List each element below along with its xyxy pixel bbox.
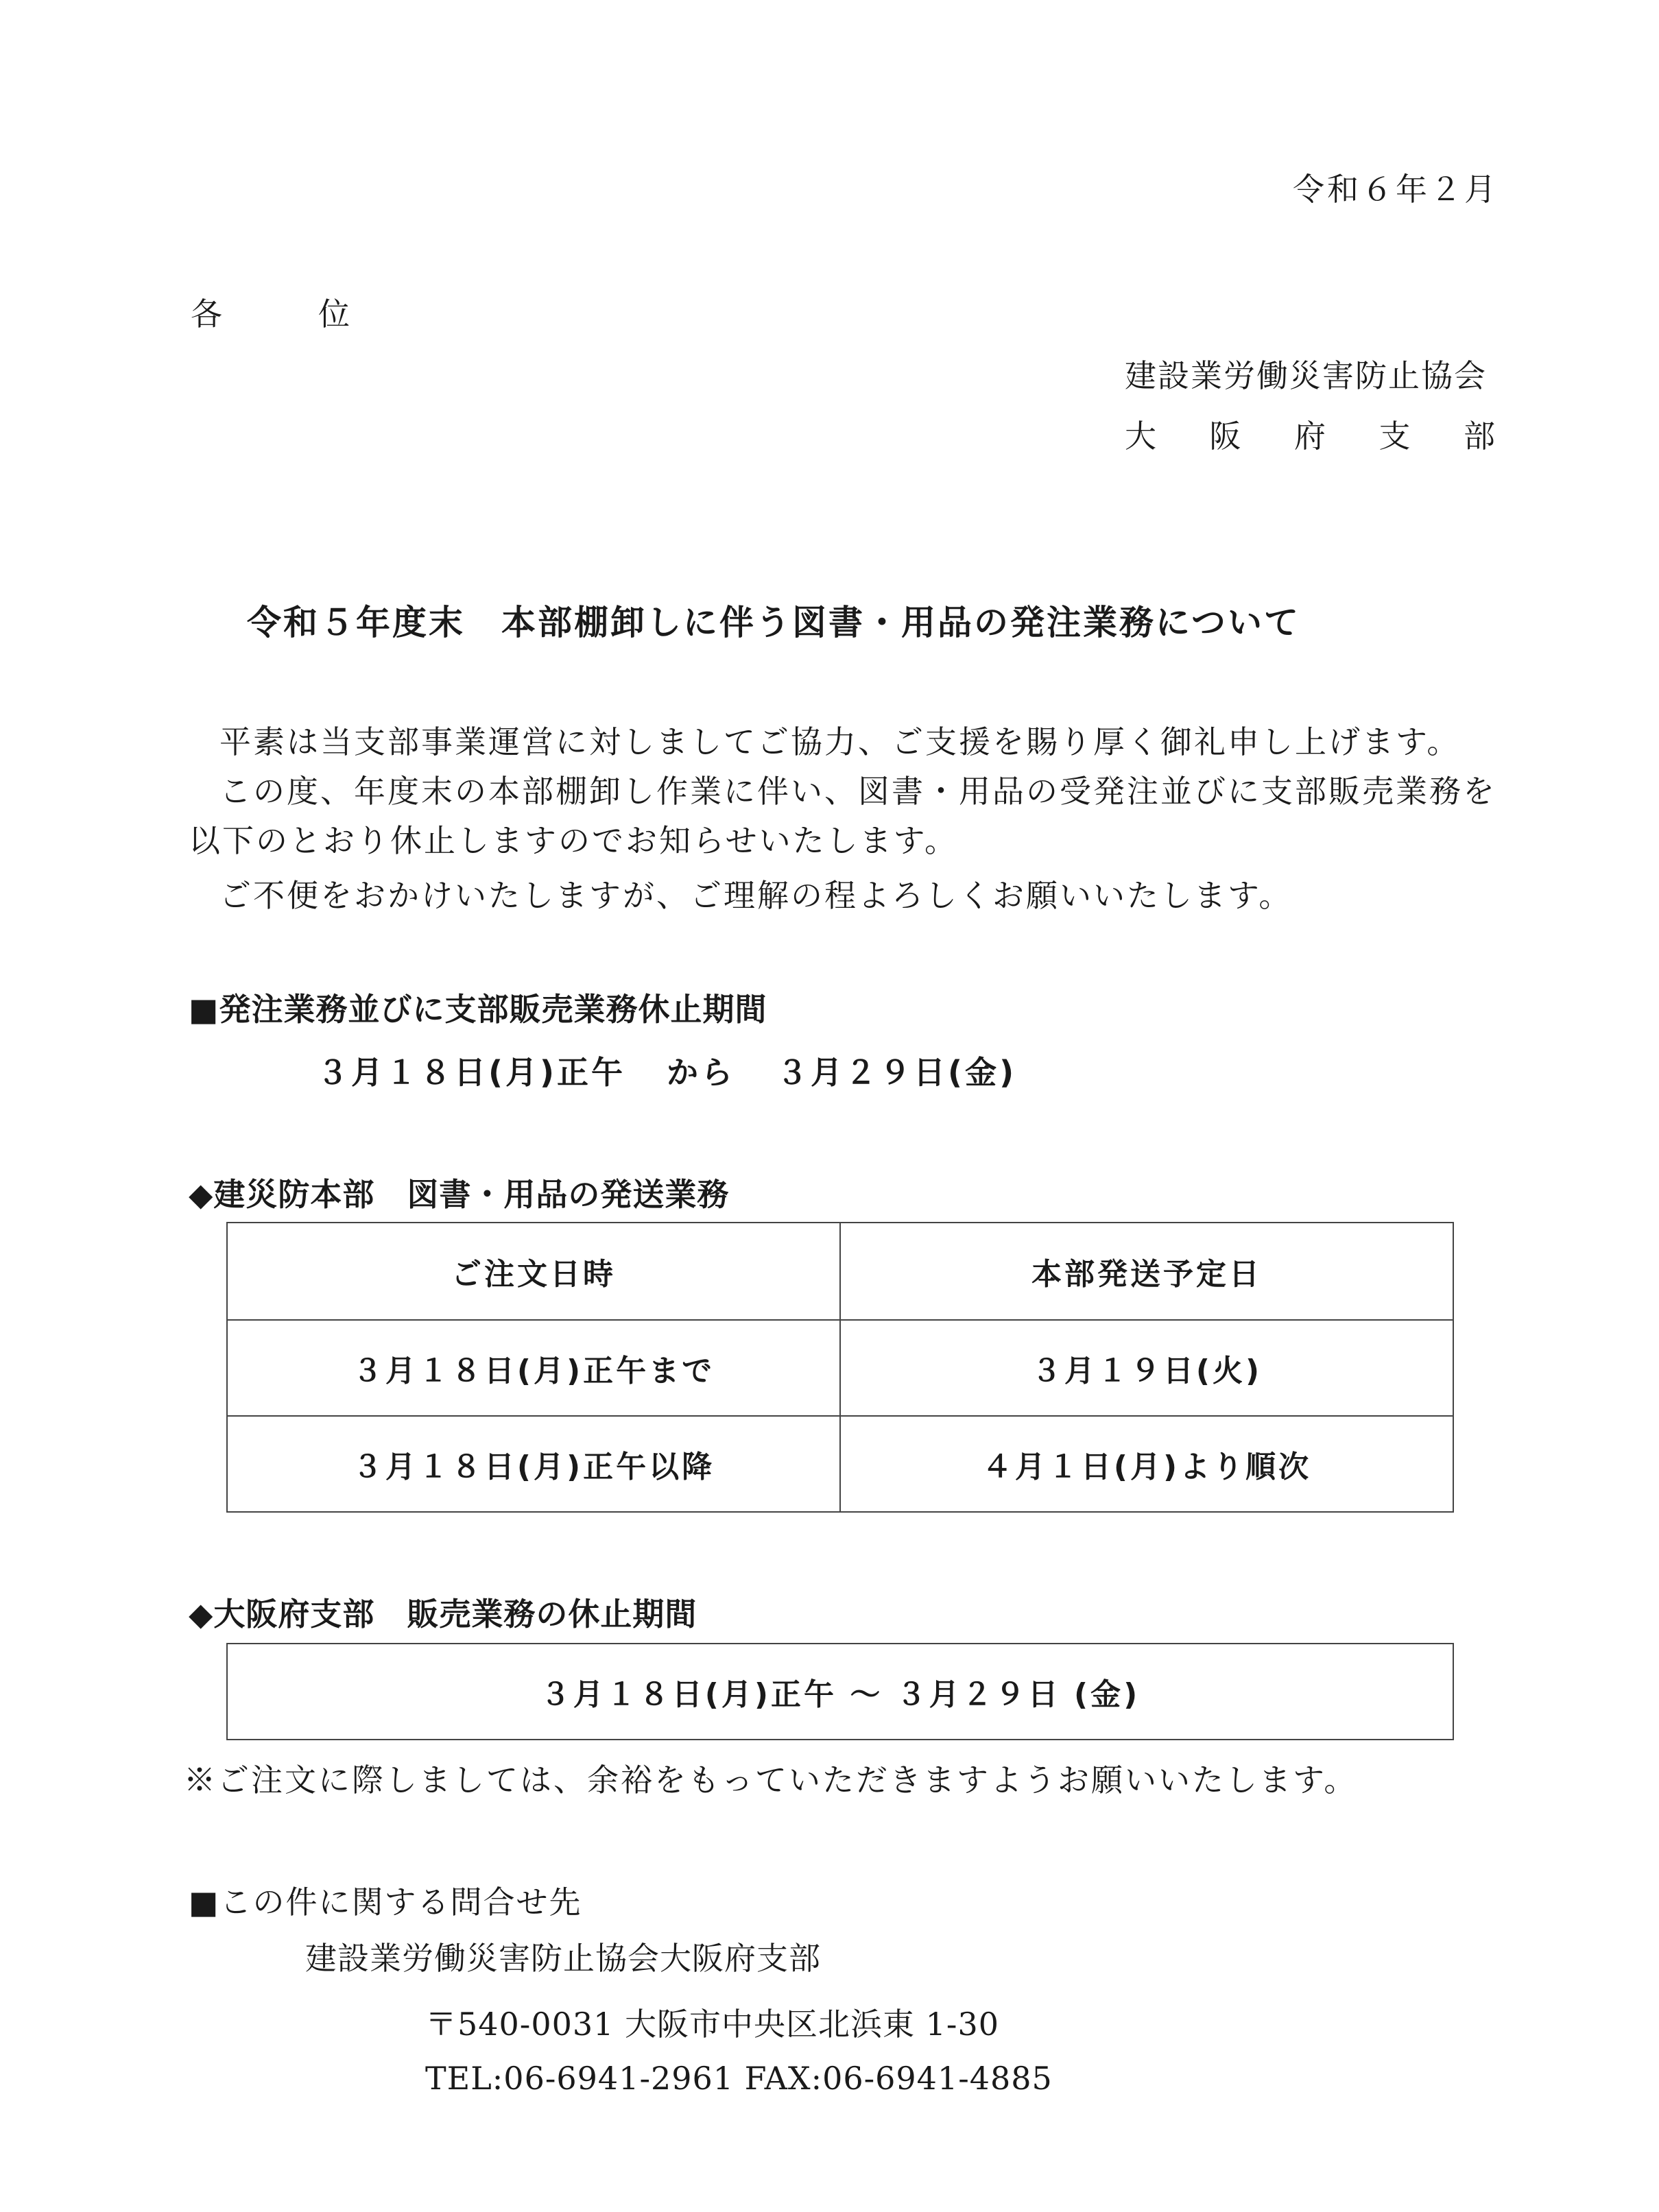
branch-char: 府 <box>1294 418 1326 455</box>
contact-phone: TEL:06-6941-2961 FAX:06-6941-4885 <box>425 2060 1053 2097</box>
table-row <box>227 1416 1453 1512</box>
sender-organization: 建設業労働災害防止協会 <box>1125 357 1487 394</box>
table-cell: ３月１８日(月)正午まで <box>227 1320 840 1416</box>
order-note: ※ご注文に際しましては、余裕をもっていただきますようお願いいたします。 <box>184 1762 1358 1799</box>
shipping-table <box>226 1222 1454 1513</box>
suspension-connector: から <box>667 1054 736 1091</box>
suspension-end: ３月２９日(金) <box>776 1054 1017 1091</box>
issue-date: 令和６年２月 <box>1293 171 1499 208</box>
branch-char: 支 <box>1378 418 1411 455</box>
branch-char: 大 <box>1125 418 1156 455</box>
contact-organization: 建設業労働災害防止協会大阪府支部 <box>305 1940 821 1977</box>
branch-char: 阪 <box>1209 418 1241 455</box>
table-row <box>227 1320 1453 1416</box>
body-paragraph-2: この度、年度末の本部棚卸し作業に伴い、図書・用品の受発注並びに支部販売業務を <box>219 773 1496 810</box>
recipient-left: 各 <box>191 296 225 333</box>
recipient-right: 位 <box>318 296 353 333</box>
body-paragraph-4: ご不便をおかけいたしますが、ご理解の程よろしくお願いいたします。 <box>219 877 1293 914</box>
suspension-heading: ■発注業務並びに支部販売業務休止期間 <box>189 991 767 1028</box>
branch-sales-heading: ◆大阪府支部 販売業務の休止期間 <box>189 1596 697 1633</box>
document-title: 令和５年度末 本部棚卸しに伴う図書・用品の発注業務について <box>247 603 1300 642</box>
sender-branch <box>1125 411 1495 457</box>
recipient <box>191 289 353 335</box>
column-header-order-date: ご注文日時 <box>227 1223 840 1320</box>
table-cell: ３月１８日(月)正午以降 <box>227 1416 840 1512</box>
branch-sales-period: ３月１８日(月)正午 ～ ３月２９日 (金) <box>540 1677 1141 1712</box>
body-paragraph-3: 以下のとおり休止しますのでお知らせいたします。 <box>189 822 958 859</box>
contact-address: 〒540-0031 大阪市中央区北浜東 1-30 <box>425 2006 999 2043</box>
branch-sales-period-box <box>226 1643 1454 1740</box>
column-header-ship-date: 本部発送予定日 <box>840 1223 1453 1320</box>
suspension-period <box>317 1048 1016 1093</box>
branch-char: 部 <box>1464 418 1495 455</box>
table-cell: ４月１日(月)より順次 <box>840 1416 1453 1512</box>
table-header-row <box>227 1223 1453 1320</box>
contact-heading: ■この件に関する問合せ先 <box>189 1884 582 1921</box>
body-paragraph-1: 平素は当支部事業運営に対しましてご協力、ご支援を賜り厚く御礼申し上げます。 <box>219 723 1461 760</box>
table-cell: ３月１９日(火) <box>840 1320 1453 1416</box>
suspension-start: ３月１８日(月)正午 <box>317 1054 626 1091</box>
shipping-heading: ◆建災防本部 図書・用品の発送業務 <box>189 1176 730 1213</box>
